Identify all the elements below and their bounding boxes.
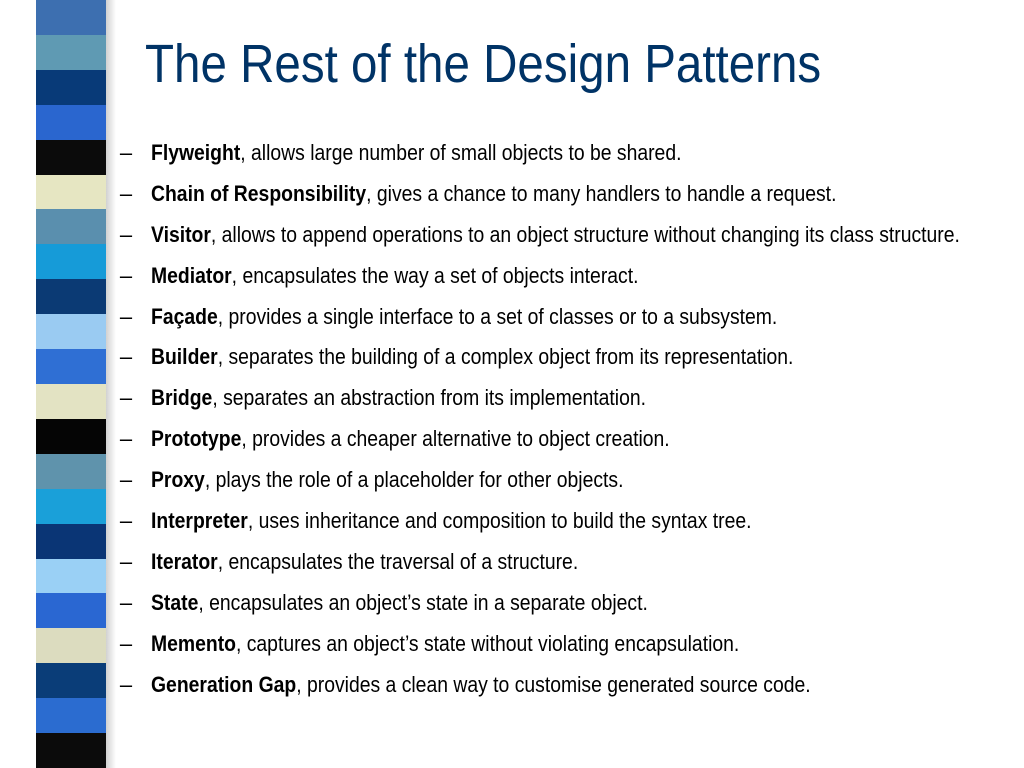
stripe-band [36, 384, 106, 419]
stripe-band [36, 419, 106, 454]
dash-bullet-icon: – [119, 180, 133, 206]
pattern-description: , provides a clean way to customise generated source code. [296, 671, 811, 697]
list-item-proxy [116, 463, 986, 497]
list-item-interpreter [116, 504, 986, 538]
pattern-name: Visitor [151, 221, 211, 247]
stripe-band [36, 140, 106, 175]
list-item-memento [116, 627, 986, 661]
pattern-name: Iterator [151, 548, 218, 574]
dash-bullet-icon: – [119, 548, 133, 574]
pattern-description: , allows to append operations to an object structure without changing its class structure. [210, 221, 960, 247]
stripe-band [36, 349, 106, 384]
stripe-band [36, 105, 106, 140]
decorative-stripe-bar [36, 0, 106, 768]
pattern-name: Proxy [151, 467, 205, 493]
dash-bullet-icon: – [119, 467, 133, 493]
list-item-text [151, 259, 1020, 293]
list-item-flyweight [116, 136, 986, 170]
pattern-name: Interpreter [151, 508, 248, 534]
pattern-name: Bridge [151, 385, 213, 411]
stripe-band [36, 70, 106, 105]
pattern-name: Façade [151, 303, 218, 329]
dash-bullet-icon: – [119, 385, 133, 411]
list-item-mediator [116, 259, 986, 293]
stripe-band [36, 524, 106, 559]
pattern-description: , separates an abstraction from its implementation. [212, 385, 646, 411]
dash-bullet-icon: – [119, 589, 133, 615]
list-item-text [151, 627, 1020, 661]
dash-bullet-icon: – [119, 630, 133, 656]
list-item-visitor [116, 218, 986, 252]
stripe-band [36, 454, 106, 489]
stripe-band [36, 314, 106, 349]
list-item-text [151, 545, 1020, 579]
list-item-text [151, 381, 1020, 415]
stripe-band [36, 663, 106, 698]
dash-bullet-icon: – [119, 426, 133, 452]
list-item-text [151, 218, 1020, 252]
list-item-chain-of-responsibility [116, 177, 986, 211]
list-item-text [151, 586, 1020, 620]
dash-bullet-icon: – [119, 344, 133, 370]
pattern-name: Memento [151, 630, 236, 656]
pattern-description: , uses inheritance and composition to build the syntax tree. [247, 508, 752, 534]
stripe-band [36, 559, 106, 594]
pattern-description: , gives a chance to many handlers to handle a request. [366, 180, 837, 206]
list-item-text [151, 668, 1020, 702]
pattern-description: , captures an object’s state without violating encapsulation. [235, 630, 740, 656]
dash-bullet-icon: – [119, 508, 133, 534]
pattern-description: , allows large number of small objects to be shared. [240, 140, 682, 165]
stripe-band [36, 209, 106, 244]
pattern-description: , provides a cheaper alternative to object creation. [241, 426, 670, 452]
list-item-text [151, 504, 1020, 538]
stripe-band [36, 175, 106, 210]
pattern-description: , encapsulates the traversal of a structure. [217, 548, 579, 574]
pattern-name: Mediator [151, 262, 232, 288]
stripe-band [36, 628, 106, 663]
list-item-text [151, 136, 1020, 170]
pattern-name: State [151, 589, 199, 615]
dash-bullet-icon: – [119, 221, 133, 247]
pattern-description: , provides a single interface to a set of classes or to a subsystem. [217, 303, 778, 329]
stripe-band [36, 244, 106, 279]
stripe-band [36, 0, 106, 35]
pattern-list [116, 136, 986, 708]
list-item-bridge [116, 381, 986, 415]
pattern-description: , encapsulates the way a set of objects interact. [231, 262, 639, 288]
dash-bullet-icon: – [119, 303, 133, 329]
stripe-band [36, 593, 106, 628]
pattern-description: , encapsulates an object’s state in a separate object. [198, 589, 648, 615]
list-item-state [116, 586, 986, 620]
list-item-text [151, 463, 1020, 497]
pattern-name: Prototype [151, 426, 242, 452]
list-item-text [151, 340, 1020, 374]
pattern-name: Flyweight [151, 140, 241, 165]
dash-bullet-icon: – [119, 671, 133, 697]
pattern-name: Builder [151, 344, 218, 370]
dash-bullet-icon: – [119, 140, 133, 165]
list-item-facade [116, 300, 986, 334]
stripe-band [36, 733, 106, 768]
list-item-text [151, 177, 1020, 211]
pattern-name: Generation Gap [151, 671, 297, 697]
pattern-description: , plays the role of a placeholder for other objects. [204, 467, 624, 493]
stripe-band [36, 35, 106, 70]
stripe-band [36, 279, 106, 314]
list-item-prototype [116, 422, 986, 456]
list-item-text [151, 422, 1020, 456]
list-item-text [151, 300, 1020, 334]
dash-bullet-icon: – [119, 262, 133, 288]
stripe-band [36, 489, 106, 524]
list-item-iterator [116, 545, 986, 579]
stripe-band [36, 698, 106, 733]
pattern-description: , separates the building of a complex object from its representation. [217, 344, 794, 370]
pattern-name: Chain of Responsibility [151, 180, 367, 206]
list-item-generation-gap [116, 668, 986, 702]
list-item-builder [116, 340, 986, 374]
slide-title: The Rest of the Design Patterns [145, 34, 822, 94]
